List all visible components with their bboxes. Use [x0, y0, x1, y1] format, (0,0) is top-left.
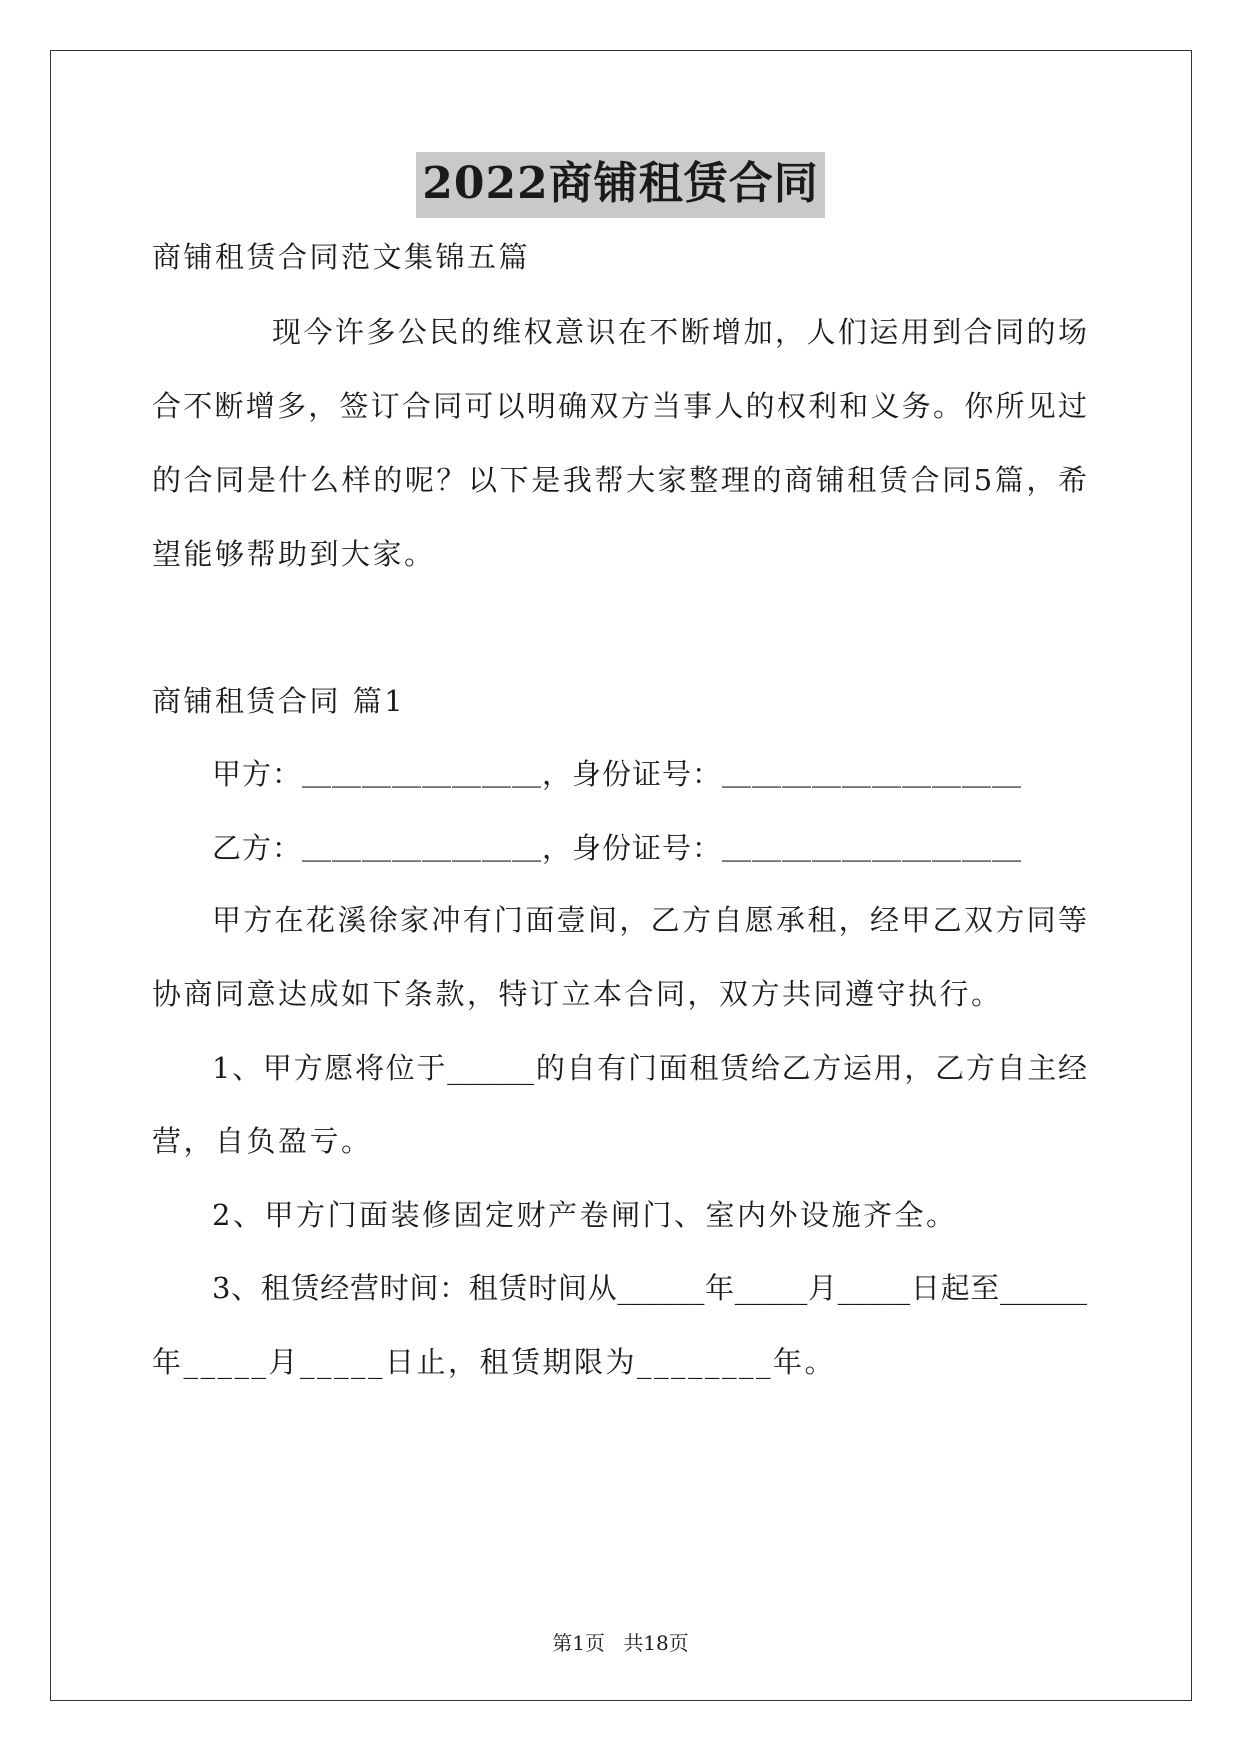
clause-3-line-2: 年_____月_____日止，租赁期限为________年。 — [152, 1345, 837, 1379]
intro-line-2: 合不断增多，签订合同可以明确双方当事人的权利和义务。你所见过 — [152, 389, 1087, 423]
intro-line-1: 现今许多公民的维权意识在不断增加，人们运用到合同的场 — [272, 315, 1087, 349]
body-line-2: 协商同意达成如下条款，特订立本合同，双方共同遵守执行。 — [152, 977, 1003, 1011]
page-footer — [0, 1630, 1241, 1656]
document-subtitle: 商铺租赁合同范文集锦五篇 — [152, 240, 531, 274]
party-b-line: 乙方：＿＿＿＿＿＿＿＿，身份证号：＿＿＿＿＿＿＿＿＿＿ — [212, 831, 1023, 865]
intro-line-4: 望能够帮助到大家。 — [152, 537, 436, 571]
section-heading: 商铺租赁合同 篇1 — [152, 684, 406, 718]
clause-1-line-1: 1、甲方愿将位于______的自有门面租赁给乙方运用，乙方自主经 — [212, 1051, 1087, 1085]
party-a-line: 甲方：＿＿＿＿＿＿＿＿，身份证号：＿＿＿＿＿＿＿＿＿＿ — [212, 757, 1023, 791]
page-border — [50, 50, 1192, 1701]
page-number: 第1页 — [552, 1631, 605, 1655]
page-total: 共18页 — [623, 1631, 689, 1655]
title-container — [0, 152, 1241, 218]
clause-1-line-2: 营，自负盈亏。 — [152, 1124, 373, 1158]
clause-3-line-1: 3、租赁经营时间：租赁时间从______年_____月_____日起至______ — [212, 1271, 1087, 1305]
document-title: 2022商铺租赁合同 — [416, 152, 824, 218]
intro-line-3: 的合同是什么样的呢？以下是我帮大家整理的商铺租赁合同5篇，希 — [152, 463, 1087, 497]
clause-2-line: 2、甲方门面装修固定财产卷闸门、室内外设施齐全。 — [212, 1198, 958, 1232]
body-line-1: 甲方在花溪徐家冲有门面壹间，乙方自愿承租，经甲乙双方同等 — [212, 903, 1087, 937]
